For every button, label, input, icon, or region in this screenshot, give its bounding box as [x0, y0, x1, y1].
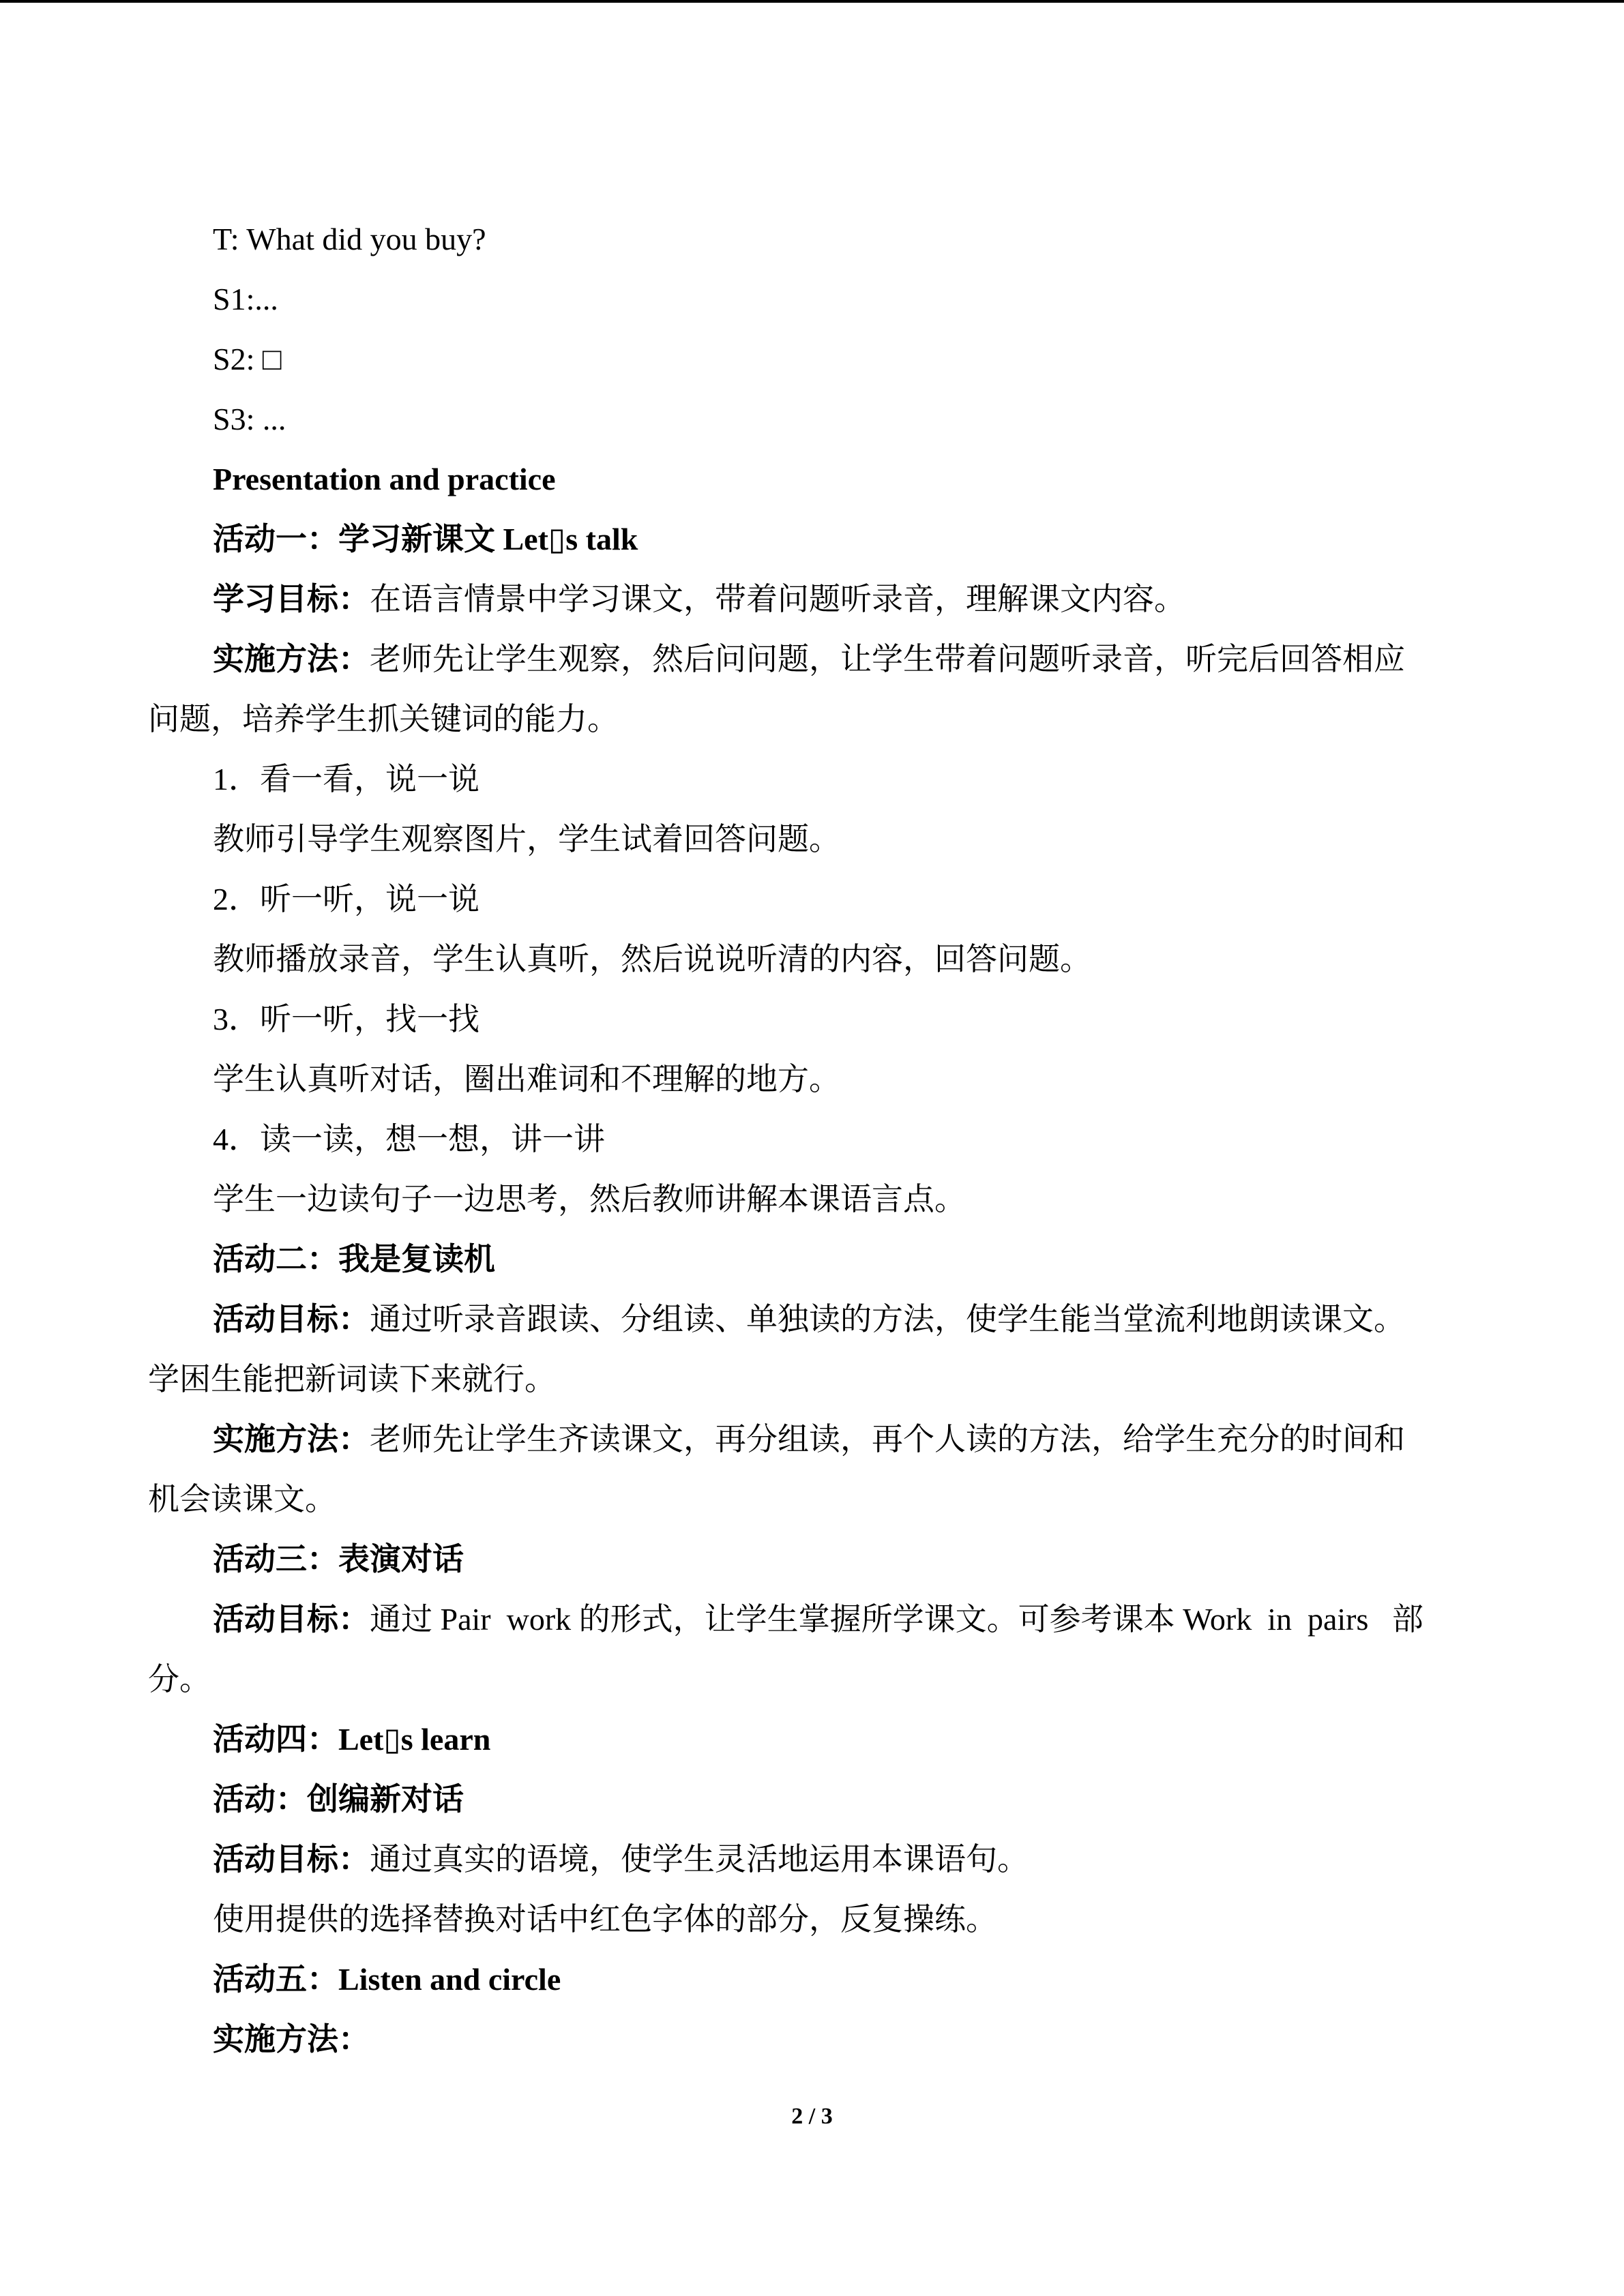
step-title: 2．听一听，说一说	[213, 882, 479, 916]
step-2-desc	[213, 939, 1091, 980]
heading-text: 活动：创编新对话	[213, 1782, 464, 1817]
step-title: 4．读一读，想一想，讲一讲	[213, 1122, 605, 1157]
line-text: T: What did you buy?	[213, 222, 486, 256]
line-text: 问题，培养学生抓关键词的能力。	[148, 702, 619, 736]
step-title: 1．看一看，说一说	[213, 762, 479, 796]
goal-text: 在语言情景中学习课文，带着问题听录音，理解课文内容。	[370, 582, 1185, 616]
step-title: 3．听一听，找一找	[213, 1002, 479, 1037]
heading-text: Presentation and practice	[213, 462, 556, 496]
line-text: S3: ...	[213, 402, 286, 436]
heading-text: 活动四：Let▯s learn	[213, 1722, 491, 1757]
activity-3-goal	[213, 1599, 1423, 1640]
step-text: 学生认真听对话，圈出难词和不理解的地方。	[213, 1062, 840, 1097]
step-3	[213, 999, 479, 1040]
heading-text: 活动二：我是复读机	[213, 1242, 495, 1277]
line-text: S1:...	[213, 282, 278, 316]
activity-2-goal-cont	[148, 1359, 556, 1400]
dialogue-line-teacher	[213, 219, 486, 260]
method-label: 实施方法：	[213, 2022, 370, 2057]
goal-text: 通过 Pair work 的形式，让学生掌握所学课文。可参考课本 Work in pairs 部	[370, 1602, 1423, 1637]
step-4-desc	[213, 1179, 966, 1220]
method-label: 实施方法：	[213, 1422, 370, 1457]
line-text: 机会读课文。	[148, 1482, 336, 1517]
activity-2-method-cont	[148, 1479, 336, 1520]
step-1	[213, 759, 479, 800]
step-text: 学生一边读句子一边思考，然后教师讲解本课语言点。	[213, 1182, 966, 1217]
activity-2-method	[213, 1419, 1405, 1460]
activity-4-goal	[213, 1839, 1029, 1880]
activity-1-method-cont	[148, 699, 619, 740]
activity-3-heading	[213, 1539, 464, 1580]
activity-4-instruction	[213, 1899, 997, 1940]
step-2	[213, 879, 479, 920]
section-heading-presentation	[213, 459, 556, 500]
line-text: 使用提供的选择替换对话中红色字体的部分，反复操练。	[213, 1902, 997, 1937]
activity-1-heading	[213, 519, 638, 560]
dialogue-line-student-3	[213, 399, 286, 440]
activity-4-heading	[213, 1719, 490, 1760]
method-text: 老师先让学生观察，然后问问题，让学生带着问题听录音，听完后回答相应	[370, 642, 1405, 676]
method-label: 实施方法：	[213, 642, 370, 676]
line-text: 分。	[148, 1662, 211, 1697]
activity-2-heading	[213, 1239, 495, 1280]
activity-3-goal-cont	[148, 1659, 211, 1700]
goal-label: 学习目标：	[213, 582, 370, 616]
heading-text: 活动一：学习新课文 Let▯s talk	[213, 522, 638, 556]
goal-text: 通过听录音跟读、分组读、单独读的方法，使学生能当堂流利地朗读课文。	[370, 1302, 1405, 1337]
step-text: 教师引导学生观察图片，学生试着回答问题。	[213, 822, 840, 856]
page-number: 2 / 3	[791, 2104, 833, 2129]
step-3-desc	[213, 1059, 840, 1100]
dialogue-line-student-1	[213, 279, 278, 320]
method-text: 老师先让学生齐读课文，再分组读，再个人读的方法，给学生充分的时间和	[370, 1422, 1405, 1457]
step-1-desc	[213, 819, 840, 860]
goal-text: 通过真实的语境，使学生灵活地运用本课语句。	[370, 1842, 1029, 1877]
dialogue-line-student-2	[213, 339, 282, 380]
line-text: S2: □	[213, 342, 282, 376]
goal-label: 活动目标：	[213, 1302, 370, 1337]
step-4	[213, 1119, 605, 1160]
activity-4-sub-heading	[213, 1779, 464, 1820]
line-text: 学困生能把新词读下来就行。	[148, 1362, 556, 1397]
activity-2-goal	[213, 1299, 1405, 1340]
step-text: 教师播放录音，学生认真听，然后说说听清的内容，回答问题。	[213, 942, 1091, 976]
activity-5-heading	[213, 1959, 561, 2000]
top-border-rule	[0, 0, 1624, 3]
activity-5-method	[213, 2019, 370, 2060]
activity-1-method	[213, 639, 1405, 680]
goal-label: 活动目标：	[213, 1842, 370, 1877]
heading-text: 活动三：表演对话	[213, 1542, 464, 1577]
activity-1-goal	[213, 579, 1185, 620]
heading-text: 活动五：Listen and circle	[213, 1962, 561, 1997]
goal-label: 活动目标：	[213, 1602, 370, 1637]
